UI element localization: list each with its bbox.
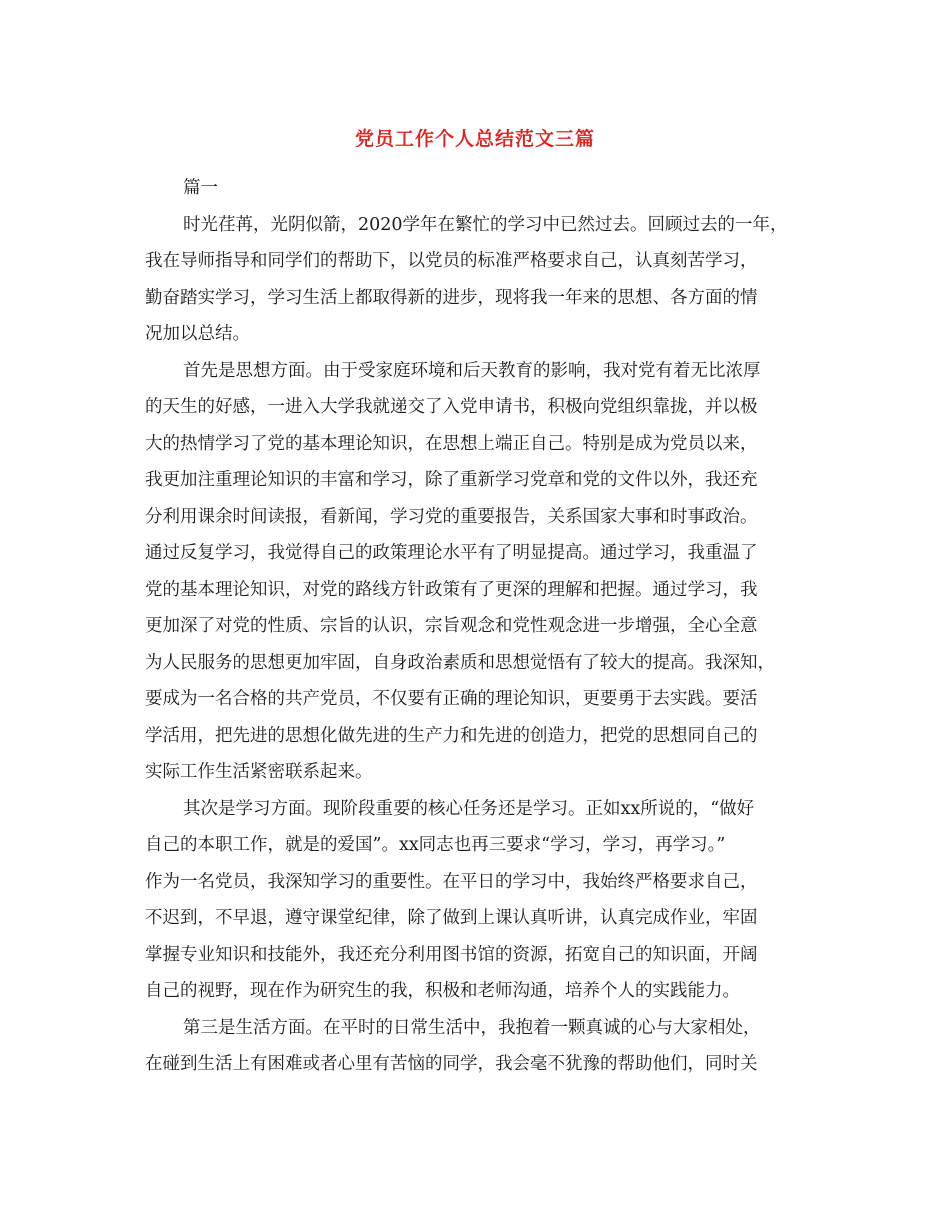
document-body <box>145 170 805 1083</box>
text-line: 在碰到生活上有困难或者心里有苦恼的同学，我会毫不犹豫的帮助他们，同时关 <box>145 1054 758 1074</box>
text-line: 勤奋踏实学习，学习生活上都取得新的进步，现将我一年来的思想、各方面的情 <box>145 287 758 308</box>
text-line: 首先是思想方面。由于受家庭环境和后天教育的影响，我对党有着无比浓厚 <box>183 360 761 381</box>
text-line: 其次是学习方面。现阶段重要的核心任务还是学习。正如xx所说的，“做好 <box>183 798 755 819</box>
text-line: 党的基本理论知识，对党的路线方针政策有了更深的理解和把握。通过学习，我 <box>145 579 758 600</box>
text-line: 分利用课余时间读报，看新闻，学习党的重要报告，关系国家大事和时事政治。 <box>145 506 758 527</box>
text-line: 自己的本职工作，就是的爱国”。xx同志也再三要求“学习，学习，再学习。” <box>145 835 726 855</box>
text-line: 的天生的好感，一进入大学我就递交了入党申请书，积极向党组织靠拢，并以极 <box>145 397 758 417</box>
text-line: 不迟到，不早退，遵守课堂纪律，除了做到上课认真听讲，认真完成作业，牢固 <box>145 908 758 928</box>
text-line: 作为一名党员，我深知学习的重要性。在平日的学习中，我始终严格要求自己， <box>145 871 758 892</box>
text-line: 自己的视野，现在作为研究生的我，积极和老师沟通，培养个人的实践能力。 <box>145 981 740 1001</box>
text-line: 实际工作生活紧密联系起来。 <box>145 762 373 782</box>
text-line: 大的热情学习了党的基本理论知识，在思想上端正自己。特别是成为党员以来， <box>145 433 758 454</box>
text-line: 更加深了对党的性质、宗旨的认识，宗旨观念和党性观念进一步增强，全心全意 <box>145 616 758 636</box>
text-line: 况加以总结。 <box>145 324 250 344</box>
text-line: 时光荏苒，光阴似箭，2020学年在繁忙的学习中已然过去。回顾过去的一年， <box>183 214 788 235</box>
text-line: 第三是生活方面。在平时的日常生活中，我抱着一颗真诚的心与大家相处， <box>183 1017 761 1038</box>
text-line: 篇一 <box>183 178 218 198</box>
text-line: 学活用，把先进的思想化做先进的生产力和先进的创造力，把党的思想同自己的 <box>145 725 758 746</box>
document-title: 党员工作个人总结范文三篇 <box>354 128 595 150</box>
text-line: 要成为一名合格的共产党员，不仅要有正确的理论知识，更要勇于去实践。要活 <box>145 689 758 709</box>
text-line: 我在导师指导和同学们的帮助下，以党员的标准严格要求自己，认真刻苦学习， <box>145 251 758 271</box>
text-line: 为人民服务的思想更加牢固，自身政治素质和思想觉悟有了较大的提高。我深知， <box>145 652 775 673</box>
text-line: 掌握专业知识和技能外，我还充分利用图书馆的资源，拓宽自己的知识面，开阔 <box>145 944 758 965</box>
text-line: 我更加注重理论知识的丰富和学习，除了重新学习党章和党的文件以外，我还充 <box>145 470 758 490</box>
text-line: 通过反复学习，我觉得自己的政策理论水平有了明显提高。通过学习，我重温了 <box>145 543 758 563</box>
